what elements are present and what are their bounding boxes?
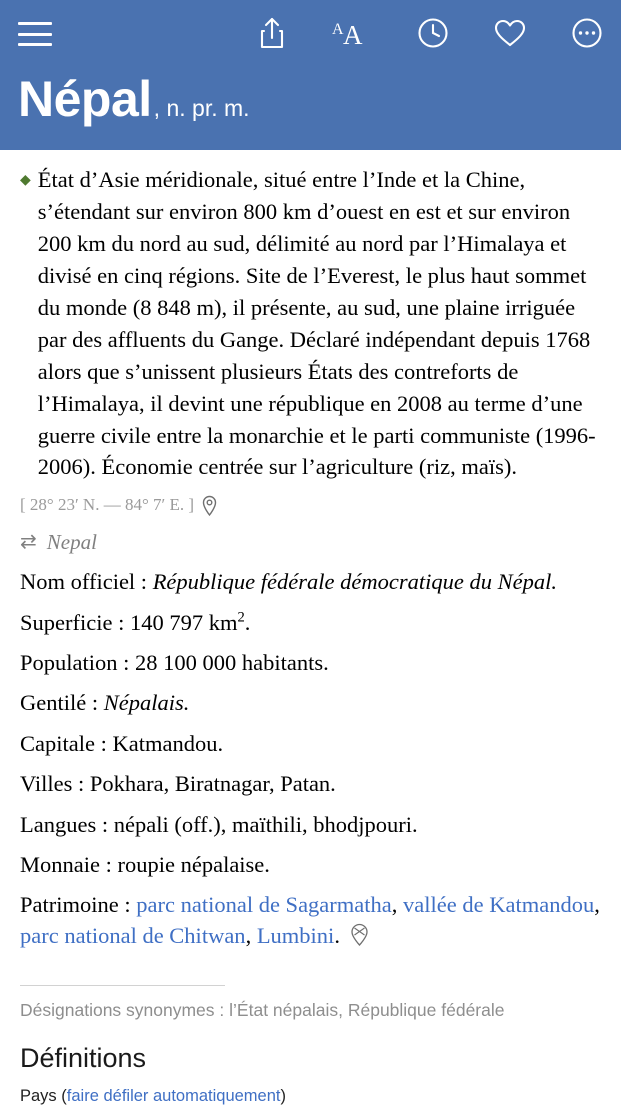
fact-label: Monnaie :: [20, 851, 112, 877]
fact-label: Capitale :: [20, 730, 107, 756]
fact-value: 140 797 $km^2$.: [129, 609, 251, 635]
article-body: [0, 150, 621, 1109]
coordinates-text: [ 28° 23′ N. — 84° 7′ E. ]: [20, 495, 195, 515]
divider: [20, 985, 225, 986]
fact-row: [20, 769, 601, 799]
fact-label: Nom officiel :: [20, 569, 148, 595]
swap-arrows-icon: ⇄: [20, 531, 37, 554]
fact-row: [20, 608, 601, 638]
synonyms-row: [20, 998, 601, 1023]
definition-text: État d’Asie méridionale, situé entre l’Inde et la Chine, s’étendant sur environ 800 km d’ouest en est et sur environ 200 km du nord au sud, délimité au nord par l’Himalaya et divisé en cinq régions. Site de l’Everest, le plus haut sommet du monde (8 848 m), il présente, au sud, une plaine irriguée par des affluents du Gange. Déclaré indépendant depuis 1768 alors que s’unissent plusieurs États des contreforts de l’Himalaya, il devint une république en 2008 au terme d’une guerre civile entre la monarchie et le parti communiste (1996-2006). Économie centrée sur l’agriculture (riz, maïs).: [37, 167, 596, 480]
text-size-icon[interactable]: [331, 16, 373, 50]
heart-icon[interactable]: [493, 17, 527, 49]
paren-close: ): [280, 1087, 286, 1106]
fact-label: Langues :: [20, 811, 109, 837]
fact-value: 28 100 000 habitants.: [135, 650, 329, 676]
more-options-icon[interactable]: [571, 17, 603, 49]
fact-value: République fédérale démocratique du Népal.: [152, 569, 557, 595]
top-toolbar: [0, 0, 621, 66]
diamond-bullet-icon: ◆: [20, 173, 31, 188]
hamburger-menu-icon[interactable]: [18, 20, 52, 46]
toolbar-actions: [257, 16, 603, 50]
paren-open: (: [61, 1087, 67, 1106]
fact-label: Villes :: [20, 771, 85, 797]
fact-row: [20, 850, 601, 880]
heritage-landmark-icon[interactable]: [350, 924, 369, 945]
fact-label: Population :: [20, 650, 130, 676]
grammar-label: , n. pr. m.: [153, 95, 250, 121]
fact-row: [20, 729, 601, 759]
synonyms-values: l’État népalais, République fédérale: [229, 1000, 505, 1021]
fact-value: Pokhara, Biratnagar, Patan.: [89, 771, 336, 797]
facts-list: [20, 567, 601, 951]
heritage-label: Patrimoine :: [20, 892, 131, 918]
transliteration-row: [20, 528, 601, 558]
svg-text:A: A: [343, 20, 363, 50]
fact-row: [20, 810, 601, 840]
heritage-link[interactable]: Lumbini: [256, 922, 335, 948]
clock-icon[interactable]: [417, 17, 449, 49]
fact-value: Népalais.: [103, 690, 190, 716]
fact-row: [20, 567, 601, 597]
heritage-link[interactable]: parc national de Chitwan: [20, 922, 246, 948]
autoscroll-link[interactable]: faire défiler automatiquement: [66, 1087, 281, 1106]
svg-text:A: A: [332, 21, 344, 38]
fact-row: [20, 648, 601, 678]
fact-value: népali (off.), maïthili, bhodjpouri.: [113, 811, 418, 837]
coordinates-row: [20, 493, 601, 517]
fact-value: Katmandou.: [112, 730, 224, 756]
heritage-row: [20, 890, 601, 951]
definitions-category: Pays: [20, 1087, 57, 1106]
comma: ,: [594, 892, 600, 918]
headword-band: [0, 66, 621, 150]
synonyms-label: Désignations synonymes :: [20, 1000, 225, 1021]
page-title: Népal: [18, 71, 152, 127]
transliteration-text: Nepal: [46, 529, 97, 554]
share-icon[interactable]: [257, 16, 287, 50]
fact-value: roupie népalaise.: [117, 851, 270, 877]
period: .: [334, 922, 340, 948]
definitions-heading: Définitions: [20, 1042, 147, 1073]
definitions-subline: [20, 1085, 601, 1108]
heritage-link[interactable]: vallée de Katmandou: [403, 892, 595, 918]
heritage-link[interactable]: parc national de Sagarmatha: [136, 892, 392, 918]
map-pin-icon[interactable]: [202, 495, 217, 516]
fact-label: Superficie :: [20, 609, 125, 635]
comma: ,: [391, 892, 398, 918]
definition-block: [20, 164, 601, 483]
comma: ,: [245, 922, 252, 948]
fact-label: Gentilé :: [20, 690, 99, 716]
fact-row: [20, 688, 601, 718]
